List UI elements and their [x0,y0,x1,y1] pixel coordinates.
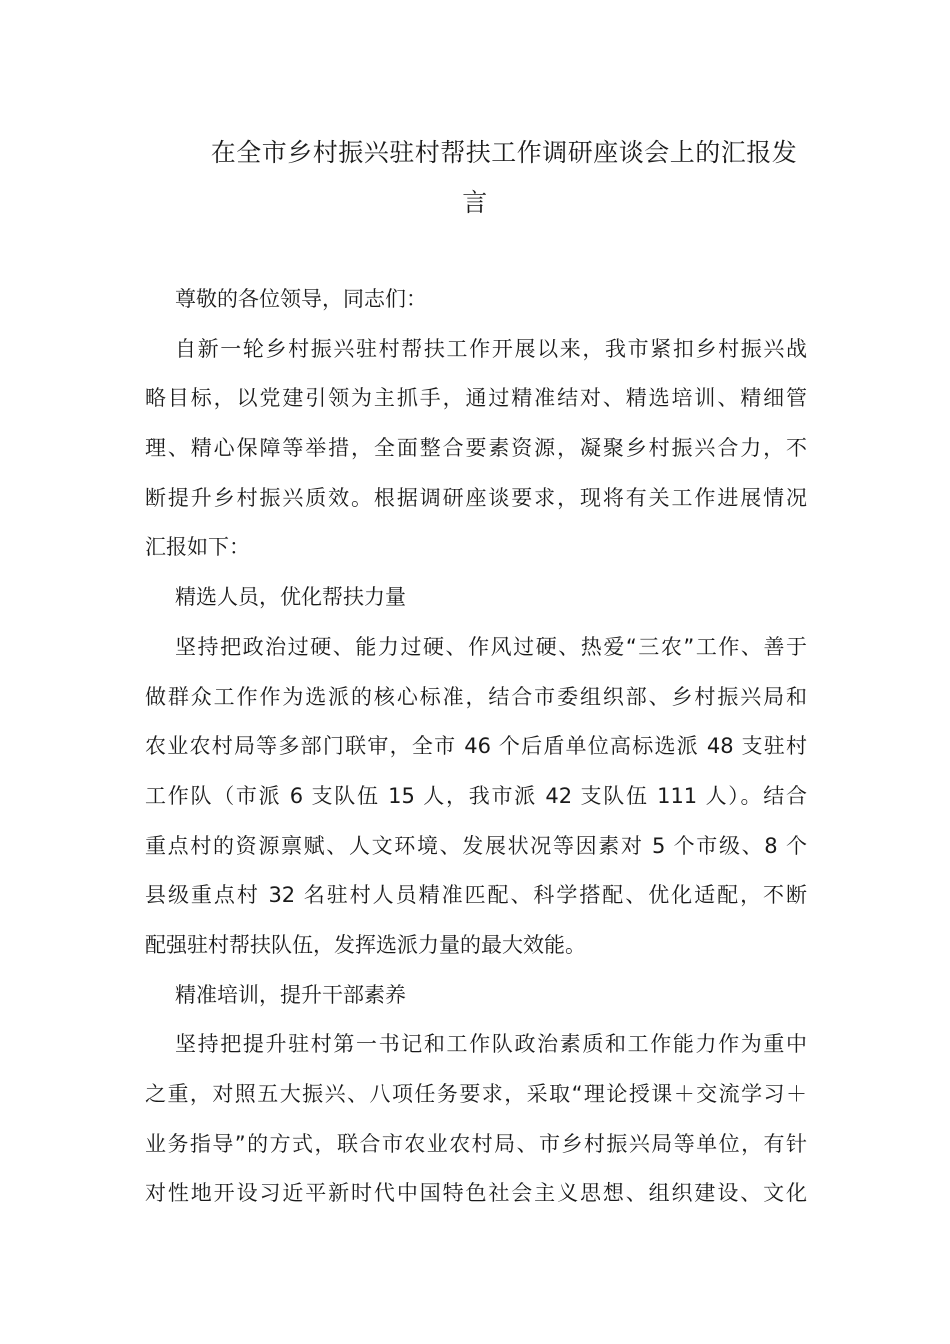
paragraph-line: 工作队（市派 6 支队伍 15 人，我市派 42 支队伍 111 人）。结合 [145,783,807,808]
title-line-1: 在全市乡村振兴驻村帮扶工作调研座谈会上的汇报发 [210,138,798,167]
paragraph-line: 业务指导”的方式，联合市农业农村局、市乡村振兴局等单位，有针 [145,1131,807,1156]
paragraph-line: 自新一轮乡村振兴驻村帮扶工作开展以来，我市紧扣乡村振兴战 [175,336,807,361]
salutation: 尊敬的各位领导，同志们： [175,287,427,311]
paragraph-line: 做群众工作作为选派的核心标准，结合市委组织部、乡村振兴局和 [145,684,807,709]
paragraph-line: 县级重点村 32 名驻村人员精准匹配、科学搭配、优化适配，不断 [145,883,807,908]
paragraph-line: 坚持把政治过硬、能力过硬、作风过硬、热爱“三农”工作、善于 [175,634,807,659]
paragraph-line: 之重，对照五大振兴、八项任务要求，采取“理论授课＋交流学习＋ [145,1082,807,1106]
paragraph-line: 理、精心保障等举措，全面整合要素资源，凝聚乡村振兴合力，不 [145,436,807,461]
paragraph-line: 断提升乡村振兴质效。根据调研座谈要求，现将有关工作进展情况 [145,485,807,510]
paragraph-line: 重点村的资源禀赋、人文环境、发展状况等因素对 5 个市级、8 个 [145,833,807,858]
paragraph-line: 汇报如下： [145,535,250,560]
title-line-2: 言 [462,188,488,217]
paragraph-line: 配强驻村帮扶队伍，发挥选派力量的最大效能。 [145,932,586,957]
paragraph-line: 农业农村局等多部门联审，全市 46 个后盾单位高标选派 48 支驻村 [145,734,807,759]
document-title [145,128,805,228]
paragraph-line: 坚持把提升驻村第一书记和工作队政治素质和工作能力作为重中 [175,1032,807,1057]
section-heading: 精准培训，提升干部素养 [175,982,406,1007]
section-heading: 精选人员，优化帮扶力量 [175,585,406,610]
paragraph-line: 对性地开设习近平新时代中国特色社会主义思想、组织建设、文化 [145,1181,807,1206]
document-body [145,275,807,1219]
paragraph-line: 略目标，以党建引领为主抓手，通过精准结对、精选培训、精细管 [145,386,807,411]
